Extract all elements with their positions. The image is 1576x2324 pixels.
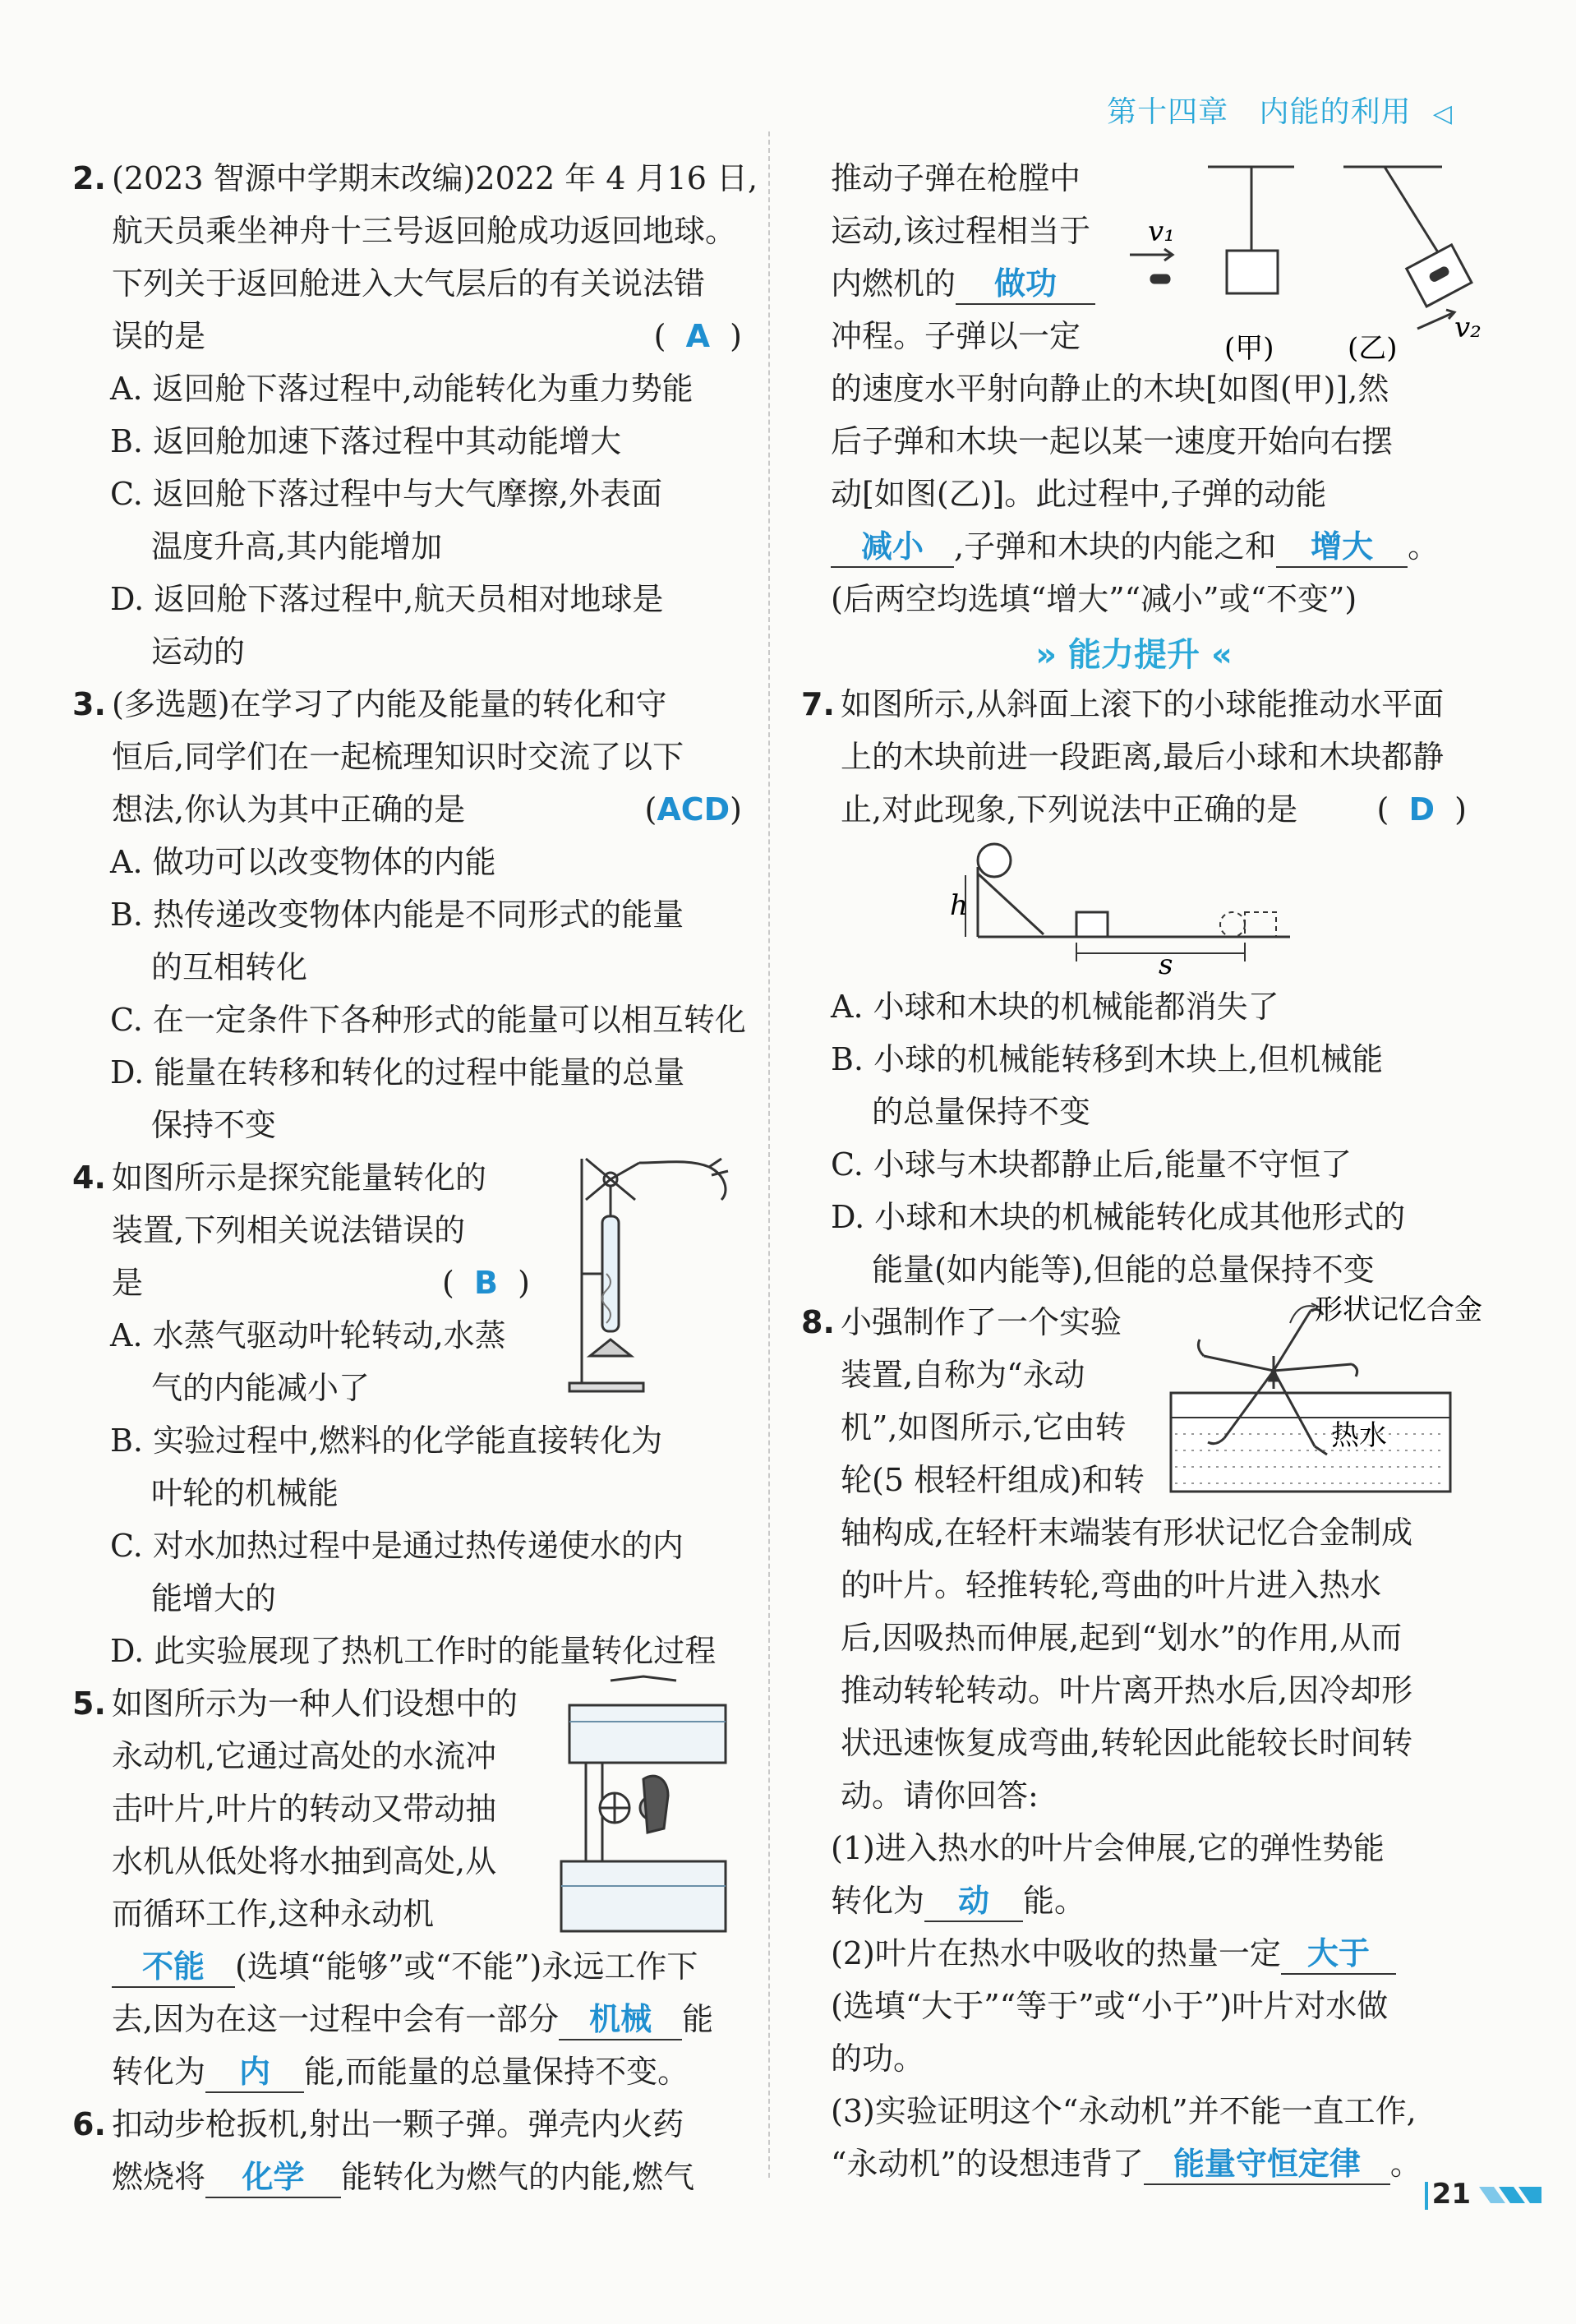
question-text: 是 xyxy=(112,1265,144,1301)
question-number: 8. xyxy=(801,1304,835,1340)
question-text: 。 xyxy=(1408,528,1440,565)
question-text: 。 xyxy=(1389,2146,1422,2182)
ramp-ball-block-figure xyxy=(950,842,1306,982)
option-d: D. 小球和木块的机械能转化成其他形式的 xyxy=(831,1199,1406,1235)
question-text: 装置,下列相关说法错误的 xyxy=(112,1212,466,1248)
question-text: (2023 智源中学期末改编)2022 年 4 月16 日, xyxy=(112,160,758,196)
question-text: 止,对此现象,下列说法中正确的是 xyxy=(841,791,1298,828)
option-d-cont: 运动的 xyxy=(151,634,246,670)
velocity-2-label: v₂ xyxy=(1454,311,1482,344)
chapter-title: 内能的利用 xyxy=(1259,95,1412,129)
question-text: 想法,你认为其中正确的是 xyxy=(112,791,466,828)
answer-blank: 增大 xyxy=(1276,527,1408,568)
question-text: 能。 xyxy=(1023,1883,1086,1919)
option-d: D. 此实验展现了热机工作时的能量转化过程 xyxy=(110,1633,717,1669)
question-text: 的叶片。轻推转轮,弯曲的叶片进入热水 xyxy=(841,1567,1382,1603)
option-b-cont: 的互相转化 xyxy=(151,949,308,985)
answer-blank: 大于 xyxy=(1281,1934,1396,1975)
answer: ACD xyxy=(657,791,730,828)
question-text: 动[如图(乙)]。此过程中,子弹的动能 xyxy=(831,476,1327,512)
answer-paren: ( A ) xyxy=(653,318,742,354)
question-text: 能转化为燃气的内能,燃气 xyxy=(341,2159,695,2195)
question-text: 下列关于返回舱进入大气层后的有关说法错 xyxy=(112,265,706,302)
answer-blank: 内 xyxy=(205,2052,304,2093)
page-number-bar xyxy=(1425,2182,1428,2210)
answer-blank: 机械 xyxy=(559,1999,682,2040)
option-d-cont: 能量(如内能等),但能的总量保持不变 xyxy=(872,1252,1375,1288)
section-header xyxy=(801,629,1467,676)
question-text: 后,因吸热而伸展,起到“划水”的作用,从而 xyxy=(841,1620,1403,1656)
option-c: C. 在一定条件下各种形式的能量可以相互转化 xyxy=(110,1002,746,1038)
question-text: 小强制作了一个实验 xyxy=(841,1304,1122,1340)
option-b-cont: 叶轮的机械能 xyxy=(151,1475,339,1511)
alloy-label: 形状记忆合金 xyxy=(1315,1293,1482,1326)
question-text: 的功。 xyxy=(831,2040,925,2077)
question-text: 击叶片,叶片的转动又带动抽 xyxy=(112,1791,497,1827)
answer: B xyxy=(473,1265,498,1301)
answer-blank: 能量守恒定律 xyxy=(1144,2144,1390,2185)
question-text: 状迅速恢复成弯曲,转轮因此能较长时间转 xyxy=(841,1725,1413,1761)
option-a-cont: 气的内能减小了 xyxy=(151,1370,371,1406)
question-text: 如图所示是探究能量转化的 xyxy=(112,1160,487,1196)
option-d-cont: 保持不变 xyxy=(151,1107,277,1143)
question-text: (选填“能够”或“不能”)永远工作下 xyxy=(235,1948,698,1985)
option-a: A. 做功可以改变物体的内能 xyxy=(110,844,496,880)
question-text: 永动机,它通过高处的水流冲 xyxy=(112,1738,497,1774)
question-text: 而循环工作,这种永动机 xyxy=(112,1896,435,1932)
question-text: (选填“大于”“等于”或“小于”)叶片对水做 xyxy=(831,1988,1389,2024)
question-text: (3)实验证明这个“永动机”并不能一直工作, xyxy=(831,2093,1417,2129)
question-text: 动。请你回答: xyxy=(841,1778,1039,1814)
question-number: 4. xyxy=(72,1160,106,1196)
question-text: 机”,如图所示,它由转 xyxy=(841,1409,1127,1446)
question-text: 轴构成,在轻杆末端装有形状记忆合金制成 xyxy=(841,1515,1413,1551)
question-text: 运动,该过程相当于 xyxy=(831,213,1091,249)
double-chevron-left-icon: « xyxy=(1210,636,1233,674)
triangle-left-icon: ◁ xyxy=(1432,99,1453,128)
answer-blank: 动 xyxy=(924,1881,1023,1922)
question-text: (2)叶片在热水中吸收的热量一定 xyxy=(831,1935,1281,1971)
question-number: 2. xyxy=(72,160,106,196)
question-text: 轮(5 根轻杆组成)和转 xyxy=(841,1462,1145,1498)
pinwheel-apparatus-figure xyxy=(565,1150,742,1397)
question-text: 恒后,同学们在一起梳理知识时交流了以下 xyxy=(112,739,684,775)
chapter-header xyxy=(1107,89,1453,131)
bullet-pendulum-figure xyxy=(1130,152,1482,374)
question-text: 推动子弹在枪膛中 xyxy=(831,160,1081,196)
question-text: “永动机”的设想违背了 xyxy=(831,2146,1144,2182)
question-text: 装置,自称为“永动 xyxy=(841,1357,1085,1393)
answer-blank: 化学 xyxy=(205,2157,341,2198)
question-text: 转化为 xyxy=(831,1883,925,1919)
double-chevron-right-icon: » xyxy=(1035,636,1058,674)
answer-paren: ( B ) xyxy=(442,1265,530,1301)
memory-alloy-wheel-figure xyxy=(1167,1293,1482,1500)
distance-label: s xyxy=(1159,948,1173,981)
perpetual-motion-machine-figure xyxy=(553,1672,742,1944)
velocity-1-label: v₁ xyxy=(1148,215,1175,248)
question-number: 3. xyxy=(72,686,106,722)
question-text: 燃烧将 xyxy=(112,2159,206,2195)
option-d: D. 返回舱下落过程中,航天员相对地球是 xyxy=(110,581,664,617)
answer-blank: 减小 xyxy=(831,527,954,568)
question-text: (后两空均选填“增大”“减小”或“不变”) xyxy=(831,581,1357,617)
question-text: 误的是 xyxy=(112,318,206,354)
question-text: (多选题)在学习了内能及能量的转化和守 xyxy=(112,686,667,722)
chapter-label: 第十四章 xyxy=(1107,95,1229,129)
column-divider xyxy=(768,131,770,2178)
option-b: B. 实验过程中,燃料的化学能直接转化为 xyxy=(110,1423,663,1459)
answer-blank: 不能 xyxy=(112,1947,235,1988)
question-number: 6. xyxy=(72,2106,106,2142)
height-label: h xyxy=(950,889,968,922)
option-b-cont: 的总量保持不变 xyxy=(872,1094,1091,1130)
question-text: 内燃机的 xyxy=(831,265,956,302)
option-d: D. 能量在转移和转化的过程中能量的总量 xyxy=(110,1054,685,1091)
option-a: A. 水蒸气驱动叶轮转动,水蒸 xyxy=(110,1317,506,1353)
question-text: 水机从低处将水抽到高处,从 xyxy=(112,1843,497,1879)
question-number: 5. xyxy=(72,1685,106,1722)
page-number: 21 xyxy=(1431,2178,1471,2211)
question-text: 扣动步枪扳机,射出一颗子弹。弹壳内火药 xyxy=(112,2106,684,2142)
question-text: 航天员乘坐神舟十三号返回舱成功返回地球。 xyxy=(112,213,737,249)
question-text: 推动转轮转动。叶片离开热水后,因冷却形 xyxy=(841,1672,1413,1708)
question-text: 能 xyxy=(682,2001,714,2037)
question-number: 7. xyxy=(801,686,835,722)
page-decoration-icon xyxy=(1477,2183,1543,2207)
answer-blank: 做功 xyxy=(956,264,1095,305)
question-text: 如图所示为一种人们设想中的 xyxy=(112,1685,518,1722)
option-a: A. 小球和木块的机械能都消失了 xyxy=(831,989,1279,1025)
question-text: 能,而能量的总量保持不变。 xyxy=(304,2054,689,2090)
question-text: 后子弹和木块一起以某一速度开始向右摆 xyxy=(831,423,1394,459)
figure-caption-jia: (甲) xyxy=(1224,332,1274,365)
question-text: 如图所示,从斜面上滚下的小球能推动水平面 xyxy=(841,686,1445,722)
option-c: C. 对水加热过程中是通过热传递使水的内 xyxy=(110,1528,684,1564)
question-text: 转化为 xyxy=(112,2054,206,2090)
option-c: C. 小球与木块都静止后,能量不守恒了 xyxy=(831,1146,1352,1183)
hot-water-label: 热水 xyxy=(1331,1419,1387,1452)
question-text: 冲程。子弹以一定 xyxy=(831,318,1081,354)
option-b: B. 热传递改变物体内能是不同形式的能量 xyxy=(110,897,684,933)
question-text: 的速度水平射向静止的木块[如图(甲)],然 xyxy=(831,371,1389,407)
answer: D xyxy=(1408,791,1435,828)
option-c-cont: 能增大的 xyxy=(151,1580,277,1616)
option-b: B. 返回舱加速下落过程中其动能增大 xyxy=(110,423,622,459)
question-text: 去,因为在这一过程中会有一部分 xyxy=(112,2001,560,2037)
answer: A xyxy=(685,318,711,354)
answer-paren: (ACD) xyxy=(644,791,742,828)
question-text: (1)进入热水的叶片会伸展,它的弹性势能 xyxy=(831,1830,1385,1866)
option-c-cont: 温度升高,其内能增加 xyxy=(151,528,443,565)
option-b: B. 小球的机械能转移到木块上,但机械能 xyxy=(831,1041,1384,1077)
question-text: 上的木块前进一段距离,最后小球和木块都静 xyxy=(841,739,1445,775)
answer-paren: ( D ) xyxy=(1376,791,1467,828)
section-title: 能力提升 xyxy=(1068,636,1200,674)
figure-caption-yi: (乙) xyxy=(1348,332,1398,365)
option-c: C. 返回舱下落过程中与大气摩擦,外表面 xyxy=(110,476,662,512)
question-text: ,子弹和木块的内能之和 xyxy=(954,528,1277,565)
option-a: A. 返回舱下落过程中,动能转化为重力势能 xyxy=(110,371,694,407)
